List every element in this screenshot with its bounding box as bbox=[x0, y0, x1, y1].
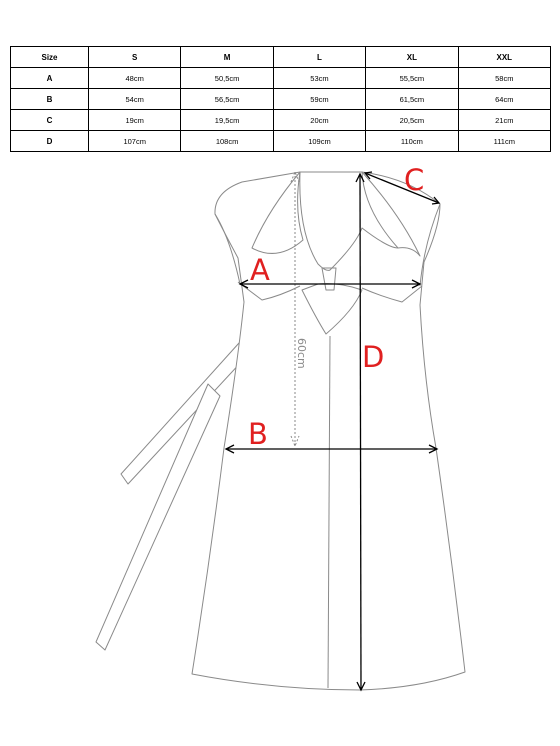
measurement-value: 109cm bbox=[273, 131, 365, 152]
measurement-value: 19,5cm bbox=[181, 110, 273, 131]
measurement-value: 64cm bbox=[458, 89, 550, 110]
length-note: 60cm bbox=[295, 338, 308, 369]
label-d: D bbox=[362, 340, 385, 374]
label-b: B bbox=[248, 417, 268, 451]
measurement-value: 55,5cm bbox=[366, 68, 458, 89]
measurement-label: C bbox=[11, 110, 89, 131]
measurement-value: 20,5cm bbox=[366, 110, 458, 131]
measurement-value: 56,5cm bbox=[181, 89, 273, 110]
measurement-value: 58cm bbox=[458, 68, 550, 89]
label-c: C bbox=[404, 163, 425, 197]
measurement-value: 48cm bbox=[89, 68, 181, 89]
measurement-label: A bbox=[11, 68, 89, 89]
measurement-value: 108cm bbox=[181, 131, 273, 152]
measurement-value: 50,5cm bbox=[181, 68, 273, 89]
measurement-value: 107cm bbox=[89, 131, 181, 152]
label-a: A bbox=[250, 253, 270, 287]
size-header-cell: XL bbox=[366, 47, 458, 68]
measurement-value: 19cm bbox=[89, 110, 181, 131]
measurement-value: 54cm bbox=[89, 89, 181, 110]
size-header-cell: M bbox=[181, 47, 273, 68]
measurement-value: 20cm bbox=[273, 110, 365, 131]
measurement-value: 53cm bbox=[273, 68, 365, 89]
measurement-value: 61,5cm bbox=[366, 89, 458, 110]
measurement-value: 21cm bbox=[458, 110, 550, 131]
measurement-value: 59cm bbox=[273, 89, 365, 110]
size-header-cell: S bbox=[89, 47, 181, 68]
measurement-label: B bbox=[11, 89, 89, 110]
measurement-value: 111cm bbox=[458, 131, 550, 152]
measurement-value: 110cm bbox=[366, 131, 458, 152]
size-header-cell: XXL bbox=[458, 47, 550, 68]
measurement-label: D bbox=[11, 131, 89, 152]
size-header-cell: Size bbox=[11, 47, 89, 68]
size-header-cell: L bbox=[273, 47, 365, 68]
